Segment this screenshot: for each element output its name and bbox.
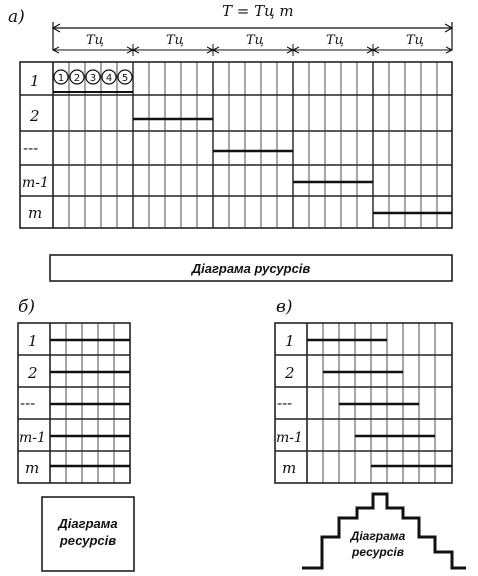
c-row-label-2: 2 (285, 364, 295, 382)
panel-b (18, 297, 134, 571)
op-number-1: 1 (57, 73, 65, 84)
c-row-label-ellipsis: --- (277, 394, 293, 412)
panel-c-process-bars (307, 340, 452, 466)
row-label-2: 2 (30, 107, 40, 125)
total-time-label: T = Tц m (222, 2, 294, 20)
panel-b-process-bars (50, 340, 130, 466)
panel-c-label: в) (276, 297, 293, 317)
resource-diagram-label-c-1: Діаграма (350, 529, 406, 543)
row-label-m-1: m-1 (22, 175, 49, 191)
row-label-ellipsis: --- (23, 139, 39, 157)
c-row-label-m-1: m-1 (276, 430, 303, 446)
panel-b-label: б) (18, 297, 36, 317)
op-number-2: 2 (73, 73, 81, 84)
c-row-label-1: 1 (285, 332, 295, 350)
b-row-label-m: m (25, 459, 40, 477)
b-row-label-ellipsis: --- (20, 394, 36, 412)
resource-diagram-label-b-1: Діаграма (58, 516, 118, 531)
row-label-1: 1 (30, 72, 40, 90)
panel-a (8, 2, 452, 281)
period-label-1: Tц (86, 33, 104, 48)
op-number-4: 4 (105, 73, 113, 84)
b-row-label-1: 1 (28, 332, 38, 350)
op-number-5: 5 (121, 73, 129, 84)
row-label-m: m (28, 204, 43, 222)
period-label-5: Tц (406, 33, 424, 48)
row-1-operations (53, 70, 133, 92)
b-row-label-2: 2 (28, 364, 38, 382)
c-row-label-m: m (282, 459, 297, 477)
resource-diagram-label-a: Діаграма русурсів (191, 261, 311, 276)
period-label-2: Tц (166, 33, 184, 48)
period-label-3: Tц (246, 33, 264, 48)
b-row-label-m-1: m-1 (19, 430, 46, 446)
panel-c (275, 297, 466, 568)
resource-diagram-label-b-2: ресурсів (59, 533, 117, 548)
resource-diagram-label-c-2: ресурсів (352, 545, 404, 559)
period-label-4: Tц (326, 33, 344, 48)
panel-a-grid (20, 62, 452, 228)
op-number-3: 3 (89, 73, 97, 84)
panel-a-label: а) (8, 7, 25, 27)
